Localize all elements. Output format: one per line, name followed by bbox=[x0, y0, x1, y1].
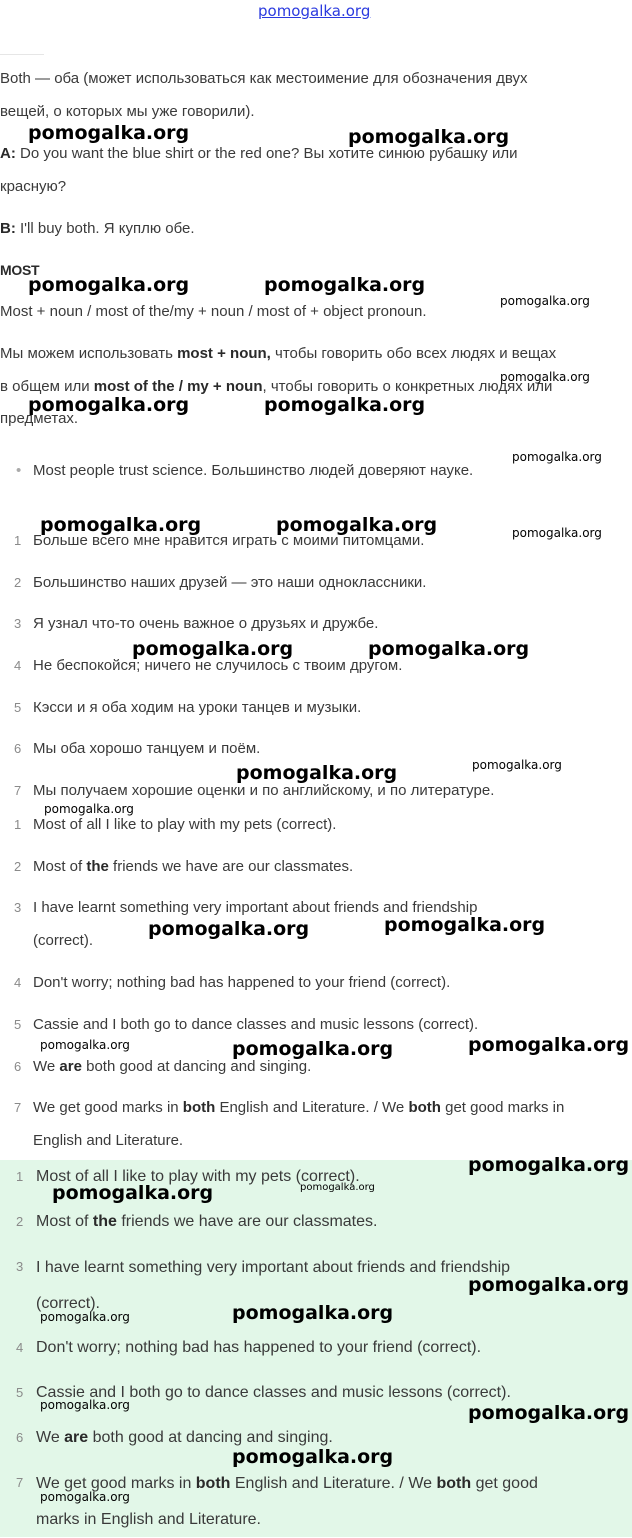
list-item: 4 Не беспокойся; ничего не случилось с твоим другом. bbox=[14, 657, 403, 674]
watermark: pomogalka.org bbox=[264, 274, 426, 296]
watermark: pomogalka.org bbox=[28, 394, 190, 416]
watermark: pomogalka.org bbox=[44, 802, 134, 816]
answer-item: 1 Most of all I like to play with my pets (correct). bbox=[16, 1168, 360, 1185]
watermark: pomogalka.org bbox=[52, 1182, 214, 1204]
watermark: pomogalka.org bbox=[40, 1310, 130, 1324]
watermark: pomogalka.org bbox=[472, 758, 562, 772]
watermark: pomogalka.org bbox=[384, 914, 546, 936]
dialog-a-text: Do you want the blue shirt or the red one? Вы хотите синюю рубашку или bbox=[15, 145, 518, 162]
watermark: pomogalka.org bbox=[236, 762, 398, 784]
watermark: pomogalka.org bbox=[40, 1398, 130, 1412]
watermark: pomogalka.org bbox=[500, 370, 590, 384]
speaker-b: B: bbox=[0, 220, 16, 237]
dialog-a-text-2: красную? bbox=[0, 178, 67, 195]
list-item: 3 Я узнал что-то очень важное о друзьях и дружбе. bbox=[14, 615, 379, 632]
answer-item: 5 Cassie and I both go to dance classes and music lessons (correct). bbox=[16, 1384, 511, 1401]
watermark: pomogalka.org bbox=[232, 1302, 394, 1324]
answer-item: 5 Cassie and I both go to dance classes and music lessons (correct). bbox=[14, 1016, 479, 1033]
most-explanation: Мы можем использовать most + noun, чтобы говорить обо всех людях и вещах в общем или most of the / my + noun, чтобы говорить о конкретных людях или bbox=[0, 345, 557, 395]
list-item: 7 Мы получаем хорошие оценки и по английскому, и по литературе. bbox=[14, 782, 495, 799]
watermark: pomogalka.org bbox=[28, 274, 190, 296]
both-line-1: Both — оба (может использоваться как местоимение для обозначения двух bbox=[0, 70, 528, 87]
watermark: pomogalka.org bbox=[512, 450, 602, 464]
watermark: pomogalka.org bbox=[232, 1038, 394, 1060]
answer-item: 4 Don't worry; nothing bad has happened to your friend (correct). bbox=[14, 974, 451, 991]
most-explanation-end: предметах. bbox=[0, 410, 79, 427]
watermark: pomogalka.org bbox=[468, 1402, 630, 1424]
section-heading-most: MOST bbox=[0, 262, 40, 278]
answer-item: 4 Don't worry; nothing bad has happened to your friend (correct). bbox=[16, 1339, 482, 1356]
answer-item: 7 We get good marks in both English and Literature. / We both get good marks in English and Literature. bbox=[16, 1475, 538, 1528]
answer-item: 3 I have learnt something very important about friends and friendship (correct). bbox=[14, 899, 478, 949]
watermark: pomogalka.org bbox=[368, 638, 530, 660]
dialog-b bbox=[0, 212, 195, 245]
watermark: pomogalka.org bbox=[132, 638, 294, 660]
watermark: pomogalka.org bbox=[232, 1446, 394, 1468]
speaker-a: A: bbox=[0, 145, 16, 162]
watermark: pomogalka.org bbox=[348, 126, 510, 148]
watermark: pomogalka.org bbox=[40, 1038, 130, 1052]
watermark: pomogalka.org bbox=[28, 122, 190, 144]
example-text: Most people trust science. Большинство людей доверяют науке. bbox=[33, 462, 474, 479]
bullet-icon: • bbox=[16, 462, 22, 479]
most-formula: Most + noun / most of the/my + noun / most of + object pronoun. bbox=[0, 303, 427, 320]
list-item: 5 Кэсси и я оба ходим на уроки танцев и музыки. bbox=[14, 699, 362, 716]
answer-item: 3 I have learnt something very important about friends and friendship (correct). bbox=[16, 1259, 511, 1312]
watermark: pomogalka.org bbox=[264, 394, 426, 416]
answer-item: 6 We are both good at dancing and singing. bbox=[14, 1058, 312, 1075]
list-item: 2 Большинство наших друзей — это наши одноклассники. bbox=[14, 574, 427, 591]
watermark-top[interactable]: pomogalka.org bbox=[258, 2, 371, 20]
answer-item: 6 We are both good at dancing and singing. bbox=[16, 1429, 333, 1446]
answer-item: 1 Most of all I like to play with my pets (correct). bbox=[14, 816, 337, 833]
watermark: pomogalka.org bbox=[468, 1274, 630, 1296]
both-line-2: вещей, о которых мы уже говорили). bbox=[0, 103, 255, 120]
list-item: 1 Больше всего мне нравится играть с моими питомцами. bbox=[14, 532, 425, 549]
watermark: pomogalka.org bbox=[512, 526, 602, 540]
watermark: pomogalka.org bbox=[468, 1034, 630, 1056]
both-definition bbox=[0, 62, 528, 128]
watermark: pomogalka.org bbox=[40, 514, 202, 536]
watermark: pomogalka.org bbox=[276, 514, 438, 536]
watermark: pomogalka.org bbox=[148, 918, 310, 940]
divider bbox=[0, 54, 44, 55]
watermark: pomogalka.org bbox=[500, 294, 590, 308]
watermark: pomogalka.org bbox=[40, 1490, 130, 1504]
answer-item: 2 Most of the friends we have are our classmates. bbox=[16, 1213, 378, 1230]
answer-item: 2 Most of the friends we have are our classmates. bbox=[14, 858, 354, 875]
watermark: pomogalka.org bbox=[468, 1154, 630, 1176]
answer-item: 7 We get good marks in both English and Literature. / We both get good marks in English and Literature. bbox=[14, 1099, 565, 1149]
dialog-b-text: I'll buy both. Я куплю обе. bbox=[15, 220, 195, 237]
list-item: 6 Мы оба хорошо танцуем и поём. bbox=[14, 740, 261, 757]
watermark: pomogalka.org bbox=[300, 1182, 375, 1193]
